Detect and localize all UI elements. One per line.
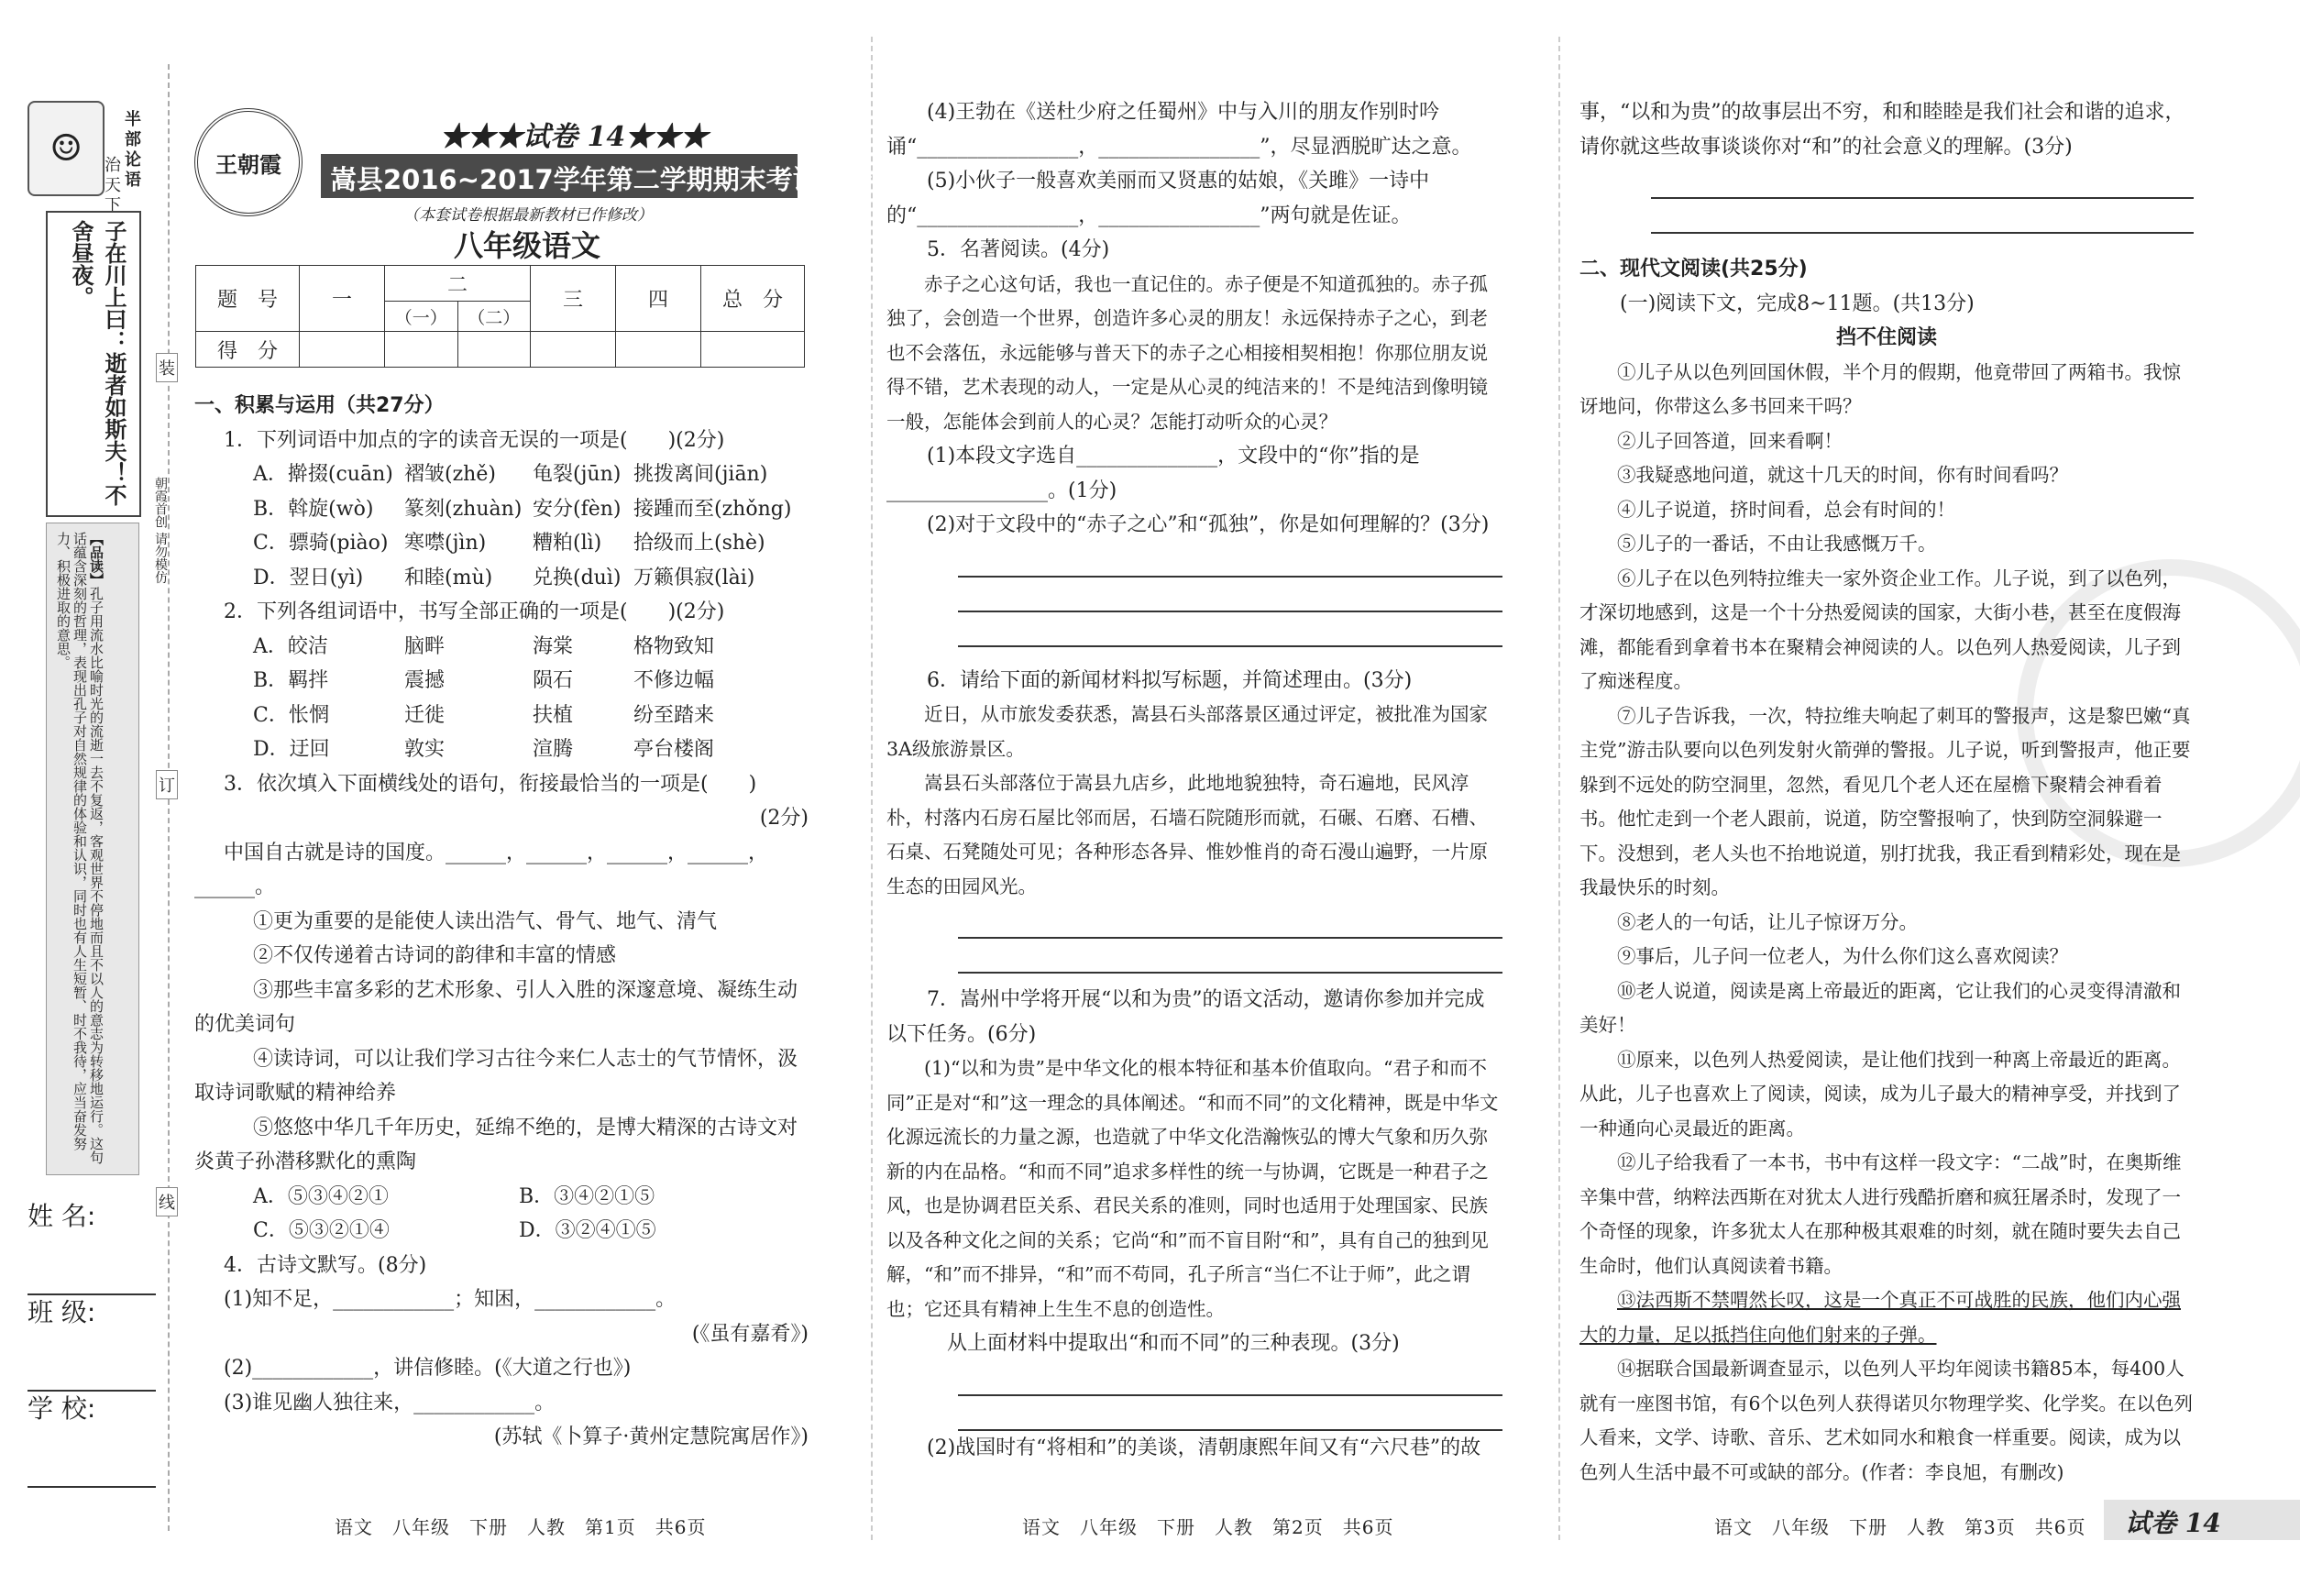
- article-para: ⑨事后，儿子问一位老人，为什么你们这么喜欢阅读？: [1617, 945, 2068, 967]
- q2-option-b[interactable]: [253, 664, 809, 699]
- opt-word: 接踵而至(zhǒng): [633, 497, 792, 521]
- sub-section-1: (一)阅读下文，完成8~11题。(共13分): [1620, 292, 1975, 315]
- side-tag-top: 半部论语: [122, 110, 141, 191]
- article-para: ⑭据联合国最新调查显示，以色列人平均年阅读书籍85本，每400人就有一座图书馆，有6个以色列人获得诺贝尔物理学奖、化学奖。在以色列人看来，文学、诗歌、音乐、艺术如同水和粮食一样重要。阅读，成为以色列人生活中最不可或缺的部分。(作者：李良旭，有删改): [1579, 1358, 2194, 1483]
- opt-word: B．羁拌: [253, 669, 329, 692]
- article-para: ⑫儿子给我看了一本书，书中有这样一段文字：“二战”时，在奥斯维辛集中营，纳粹法西斯在对犹太人进行残酷折磨和疯狂屠杀时，发现了一个奇怪的现象，许多犹太人在那种极其艰难的时刻，就在随时要失去自己生命时，他们认真阅读着书籍。: [1579, 1151, 2182, 1277]
- score-sub-2: （二）: [457, 302, 531, 332]
- side-tag-bottom: 治天下: [102, 156, 121, 216]
- school-label: 学 校:: [28, 1393, 96, 1424]
- q1-option-d[interactable]: [253, 561, 809, 596]
- q5-1: (1)本段文字选自______________，文段中的“你”指的是________________。(1分): [886, 445, 1420, 502]
- opt-word: A．皎洁: [253, 634, 328, 658]
- q3-options: [194, 1180, 809, 1249]
- opt-word: 万籁俱寂(lài): [633, 566, 755, 589]
- article-para: ⑥儿子在以色列特拉维夫一家外资企业工作。儿子说，到了以色列，才深切地感到，这是一个十分热爱阅读的国家，大街小巷，甚至在度假海滩，都能看到拿着书本在聚精会神阅读的人。以色列人热爱阅读，儿子到了痴迷程度。: [1579, 567, 2181, 692]
- binding-mark-1: 装: [156, 353, 178, 382]
- q3-option-d[interactable]: D．③②④①⑤: [519, 1219, 656, 1242]
- opt-word: 迁徙: [404, 703, 446, 727]
- article-para: ②儿子回答道，回来看啊！: [1617, 429, 1843, 452]
- binding-mark-3: 线: [156, 1187, 178, 1216]
- score-cell[interactable]: [300, 332, 385, 368]
- q3-item: ②不仅传递着古诗词的韵律和丰富的情感: [253, 944, 617, 967]
- opt-word: C．怅惘: [253, 703, 329, 727]
- q4-5: (5)小伙子一般喜欢美丽而又贤惠的姑娘，《关雎》一诗中的“________________，________________”两句就是佐证。: [886, 170, 1430, 227]
- footer-page-3: 语文 八年级 下册 人教 第3页 共6页: [1714, 1516, 2086, 1538]
- q2-option-c[interactable]: [253, 699, 809, 733]
- answer-line[interactable]: [1651, 164, 2194, 199]
- article-para: ①儿子从以色列回国休假，半个月的假期，他竟带回了两箱书。我惊讶地问，你带这么多书回来干吗？: [1579, 360, 2181, 417]
- article-para: ④儿子说道，挤时间看，总会有时间的！: [1617, 498, 1955, 521]
- q4-4: (4)王勃在《送杜少府之任蜀州》中与入川的朋友作别时吟诵“________________，________________”，尽显洒脱旷达之意。: [886, 101, 1472, 159]
- article-para: ⑩老人说道，阅读是离上帝最近的距离，它让我们的心灵变得清澈和美好！: [1579, 979, 2181, 1036]
- q3-option-c[interactable]: C．⑤③②①④: [253, 1219, 390, 1242]
- q7-2-cont: 事，“以和为贵”的故事层出不穷，和和睦睦是我们社会和谐的追求，请你就这些故事谈谈你对“和”的社会意义的理解。(3分): [1579, 101, 2185, 159]
- name-line[interactable]: [28, 1260, 156, 1295]
- side-quote: 子在川上曰：逝者如斯夫！不舍昼夜。: [68, 220, 127, 506]
- q3-stem: 3．依次填入下面横线处的语句，衔接最恰当的一项是( ): [224, 772, 757, 796]
- answer-line[interactable]: [958, 543, 1502, 578]
- opt-word: 扶植: [533, 703, 574, 727]
- article-para: ⑦儿子告诉我，一次，特拉维夫响起了刺耳的警报声，这是黎巴嫩“真主党”游击队要向以色列发射火箭弹的警报。儿子说，听到警报声，他正要躲到不远处的防空洞里，忽然，看见几个老人还在屋檐下聚精会神看着书。他忙走到一个老人跟前，说道，防空警报响了，快到防空洞躲避一下。没想到，老人头也不抬地说道，别打扰我，我正看到精彩处，现在是我最快乐的时刻。: [1579, 704, 2191, 898]
- q3-passage: 中国自古就是诗的国度。______，______，______，______，______。: [194, 841, 769, 898]
- answer-line[interactable]: [958, 1361, 1502, 1396]
- score-head-4: 四: [616, 266, 701, 332]
- q4-3-source: (苏轼《卜算子·黄州定慧院寓居作》): [493, 1425, 809, 1448]
- q5-text: 赤子之心这句话，我也一直记住的。赤子便是不知道孤独的。赤子孤独了，会创造一个世界，创造许多心灵的朋友！永远保持赤子之心，到老也不会落伍，永远能够与普天下的赤子之心相接相契相抱！你那位朋友说得不错，艺术表现的动人，一定是从心灵的纯洁来的！不是纯洁到像明镜一般，怎能体会到前人的心灵？怎能打动听众的心灵？: [886, 272, 1488, 433]
- opt-word: 褶皱(zhě): [404, 463, 496, 486]
- q3-option-a[interactable]: A．⑤③④②①: [253, 1184, 389, 1208]
- score-cell[interactable]: [701, 332, 805, 368]
- opt-word: 渲腾: [533, 738, 574, 761]
- score-table: [195, 265, 805, 368]
- q7-stem: 7．嵩州中学将开展“以和为贵”的语文活动，邀请你参加并完成以下任务。(6分): [886, 988, 1485, 1046]
- q3-option-b[interactable]: B．③④②①⑤: [519, 1184, 655, 1208]
- q6-news-2: 嵩县石头部落位于嵩县九店乡，此地地貌独特，奇石遍地，民风淳朴，村落内石房石屋比邻而居，石墙石院随形而就，石碾、石磨、石槽、石桌、石凳随处可见；各种形态各异、惟妙惟肖的奇石漫山遍野，一片原生态的田园风光。: [886, 772, 1488, 897]
- q3-item: ⑤悠悠中华几千年历史，延绵不绝的，是博大精深的古诗文对炎黄子孙潜移默化的熏陶: [194, 1116, 798, 1173]
- q2-option-d[interactable]: [253, 732, 809, 767]
- paper-no: ★★★试卷 14★★★: [440, 121, 709, 153]
- opt-word: D．翌日(yì): [253, 566, 364, 589]
- section-1-heading: 一、积累与运用（共27分）: [194, 394, 445, 417]
- q7-2: (2)战国时有“将相和”的美谈，清朝康熙年间又有“六尺巷”的故: [927, 1436, 1481, 1459]
- article-title: 挡不住阅读: [1835, 326, 1937, 349]
- opt-word: 震撼: [404, 669, 446, 692]
- opt-word: 陨石: [533, 669, 574, 692]
- opt-word: 脑畔: [404, 634, 446, 658]
- answer-line[interactable]: [958, 939, 1502, 974]
- q3-item: ③那些丰富多彩的艺术形象、引人入胜的深邃意境、凝练生动的优美词句: [194, 978, 798, 1036]
- small-label: 朝霞首创 请勿模仿: [153, 477, 168, 584]
- q2-stem: 2．下列各组词语中，书写全部正确的一项是( )(2分): [224, 600, 725, 623]
- article-para: ⑧老人的一句话，让儿子惊讶万分。: [1617, 910, 1918, 933]
- name-label: 姓 名:: [28, 1201, 96, 1231]
- article-para: ③我疑惑地问道，就这十几天的时间，你有时间看吗？: [1617, 464, 2068, 486]
- score-head-2: 二: [385, 266, 531, 302]
- score-sub-1: （一）: [385, 302, 458, 332]
- exam-title: 嵩县2016~2017学年第二学期期末考试试卷: [330, 164, 873, 195]
- pindu-label: 【品读】: [88, 532, 105, 587]
- opt-word: 格物致知: [633, 634, 715, 658]
- page-divider-1: [871, 37, 873, 1540]
- subject-title: 八年级语文: [454, 228, 601, 263]
- q1-option-a[interactable]: [253, 457, 809, 492]
- opt-word: B．斡旋(wò): [253, 497, 374, 521]
- q1-option-c[interactable]: [253, 526, 809, 561]
- q2-option-a[interactable]: [253, 630, 809, 665]
- opt-word: D．迂回: [253, 738, 330, 761]
- opt-word: 兑换(duì): [533, 566, 622, 589]
- q5-stem: 5．名著阅读。(4分): [927, 238, 1110, 261]
- opt-word: 海棠: [533, 634, 574, 658]
- opt-word: 篆刻(zhuàn): [404, 497, 523, 521]
- score-head-label: 题 号: [196, 266, 300, 332]
- opt-word: A．擀掇(cuān): [253, 463, 393, 486]
- answer-line[interactable]: [958, 1396, 1502, 1431]
- q3-item: ④读诗词，可以让我们学习古往今来仁人志士的气节情怀，汲取诗词歌赋的精神给养: [194, 1047, 798, 1105]
- q2-options: [194, 630, 809, 767]
- answer-line[interactable]: [958, 904, 1502, 939]
- pindu-text: [55, 532, 105, 1164]
- binding-mark-2: 订: [156, 770, 178, 799]
- score-row-label: 得 分: [196, 332, 300, 368]
- column-1: [194, 389, 809, 1455]
- footer-page-2: 语文 八年级 下册 人教 第2页 共6页: [1022, 1516, 1394, 1538]
- exam-subtitle: （本套试卷根据最新教材已作修改）: [403, 206, 653, 225]
- article-para: ⑪原来，以色列人热爱阅读，是让他们找到一种离上帝最近的距离。从此，儿子也喜欢上了阅读，阅读，成为儿子最大的精神享受，并找到了一种通向心灵最近的距离。: [1579, 1048, 2181, 1139]
- opt-word: 纷至踏来: [633, 703, 715, 727]
- q7-ask: 从上面材料中提取出“和而不同”的三种表现。(3分): [947, 1332, 1400, 1355]
- brand-logo: [194, 108, 303, 216]
- q5-2: (2)对于文段中的“赤子之心”和“孤独”，你是如何理解的？(3分): [927, 513, 1490, 536]
- class-line[interactable]: [28, 1357, 156, 1392]
- answer-line[interactable]: [1651, 199, 2194, 234]
- school-line[interactable]: [28, 1453, 156, 1488]
- name-field[interactable]: [28, 1196, 156, 1295]
- opt-word: 拾级而上(shè): [633, 532, 765, 555]
- opt-word: 和睦(mù): [404, 566, 493, 589]
- section-2-heading: 二、现代文阅读(共25分): [1579, 258, 1808, 281]
- opt-word: 亭台楼阁: [633, 738, 715, 761]
- score-head-1: 一: [300, 266, 385, 332]
- q1-option-b[interactable]: [253, 492, 809, 527]
- q4-1: (1)知不足，____________；知困，____________。: [224, 1288, 677, 1311]
- brand-logo-text: 王朝霞: [215, 151, 281, 178]
- pindu-body: 孔子用流水比喻时光的流逝一去不复返，客观世界不停地而且不以人的意志为转移地运行。这句话蕴含深刻的哲理，表现出孔子对自然规律的体验和认识，同时也有人生短暂、时不我待，应当奋发努力、积极进取的意思。: [55, 532, 105, 1164]
- q4-1-source: (《虽有嘉肴》): [691, 1322, 809, 1346]
- article-para: ⑤儿子的一番话，不由让我感慨万千。: [1617, 533, 1937, 555]
- column-2: [886, 95, 1502, 1465]
- answer-line[interactable]: [958, 612, 1502, 647]
- footer-tag: 试卷 14: [2125, 1508, 2221, 1538]
- score-head-total: 总 分: [701, 266, 805, 332]
- score-cell[interactable]: [616, 332, 701, 368]
- opt-word: 挑拨离间(jiān): [633, 463, 768, 486]
- opt-word: 糟粕(lì): [533, 532, 602, 555]
- opt-word: 不修边幅: [633, 669, 715, 692]
- q6-stem: 6．请给下面的新闻材料拟写标题，并简述理由。(3分): [927, 668, 1413, 692]
- article-para-underlined: ⑬法西斯不禁喟然长叹，这是一个真正不可战胜的民族，他们内心强大的力量，足以抵挡住向他们射来的子弹。: [1579, 1289, 2181, 1346]
- left-strip: [28, 101, 142, 1503]
- opt-word: 敦实: [404, 738, 446, 761]
- opt-word: 龟裂(jūn): [533, 463, 622, 486]
- page-divider-2: [1558, 37, 1560, 1540]
- footer-page-1: 语文 八年级 下册 人教 第1页 共6页: [335, 1516, 707, 1538]
- school-field[interactable]: [28, 1389, 156, 1488]
- q1-stem: 1．下列词语中加点的字的读音无误的一项是( )(2分): [224, 428, 725, 452]
- class-field[interactable]: [28, 1293, 156, 1392]
- q3-score: (2分): [759, 807, 809, 830]
- q4-2: (2)____________，讲信修睦。(《大道之行也》): [224, 1357, 632, 1380]
- score-cell[interactable]: [457, 332, 531, 368]
- q1-options: [194, 457, 809, 595]
- score-head-3: 三: [531, 266, 616, 332]
- q7-passage: (1)“以和为贵”是中华文化的根本特征和基本价值取向。“君子和而不同”正是对“和”这一理念的具体阐述。“和而不同”的文化精神，既是中华文化源远流长的力量之源，也造就了中华文化浩瀚恢弘的博大气象和历久弥新的内在品格。“和而不同”追求多样性的统一与协调，它既是一种君子之风，也是协调君臣关系、君民关系的准则，同时也适用于处理国家、民族以及各种文化之间的关系；它尚“和”而不盲目附“和”，具有自己的独到见解，“和”而不排异，“和”而不苟同，孔子所言“当仁不让于师”，此之谓也；它还具有精神上生生不息的创造性。: [886, 1057, 1499, 1320]
- confucius-illustration: ☺: [28, 101, 105, 196]
- class-label: 班 级:: [28, 1297, 96, 1327]
- q4-stem: 4．古诗文默写。(8分): [224, 1253, 427, 1277]
- opt-word: 安分(fèn): [533, 497, 622, 521]
- q4-3: (3)谁见幽人独往来，____________。: [224, 1391, 556, 1414]
- opt-word: C．骠骑(piào): [253, 532, 389, 555]
- q3-item: ①更为重要的是能使人读出浩气、骨气、地气、清气: [253, 909, 718, 933]
- opt-word: 寒噤(jìn): [404, 532, 487, 555]
- q6-news-1: 近日，从市旅发委获悉，嵩县石头部落景区通过评定，被批准为国家3A级旅游景区。: [886, 703, 1488, 760]
- score-cell[interactable]: [385, 332, 458, 368]
- score-cell[interactable]: [531, 332, 616, 368]
- answer-line[interactable]: [958, 578, 1502, 612]
